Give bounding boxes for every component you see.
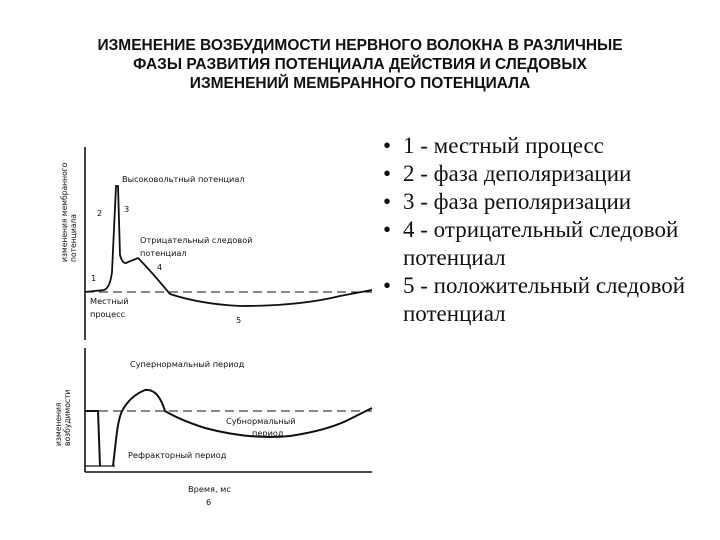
number-1-label: 1	[91, 273, 97, 283]
legend-list	[383, 132, 713, 328]
time-axis-label: Время, мс	[188, 484, 231, 494]
bullet-icon: •	[383, 133, 392, 158]
subnormal-period-label-2: период	[252, 428, 284, 438]
legend-item	[383, 216, 713, 272]
negative-trace-potential-label-2: потенциал	[140, 248, 187, 258]
title-line-3: ИЗМЕНЕНИЙ МЕМБРАННОГО ПОТЕНЦИАЛА	[189, 75, 531, 92]
time-axis-value: 6	[206, 497, 212, 507]
legend-item	[383, 132, 713, 160]
high-voltage-potential-label: Высоковольтный потенциал	[122, 174, 245, 184]
lower-axis-label-2: возбудимости	[63, 389, 72, 446]
bullet-icon: •	[383, 189, 392, 214]
refractory-period-label: Рефракторный период	[128, 450, 227, 460]
number-2-label: 2	[97, 208, 103, 218]
legend-item-text: 1 - местный процесс	[403, 133, 604, 158]
negative-trace-potential-label-1: Отрицательный следовой	[140, 235, 253, 245]
number-4-label: 4	[157, 262, 163, 272]
number-3-label: 3	[124, 204, 130, 214]
number-5-label: 5	[236, 315, 242, 325]
subnormal-period-label-1: Субнормальный	[226, 416, 296, 426]
legend-item	[383, 272, 713, 328]
title-line-2: ФАЗЫ РАЗВИТИЯ ПОТЕНЦИАЛА ДЕЙСТВИЯ И СЛЕДОВЫХ	[133, 56, 587, 73]
supernormal-period-label: Супернормальный период	[130, 359, 245, 369]
bullet-icon: •	[383, 161, 392, 186]
local-process-label-2: процесс	[90, 309, 126, 319]
lower-axis-label-1: изменения	[54, 402, 63, 446]
legend-item-text: 3 - фаза реполяризации	[403, 189, 632, 214]
title-line-1: ИЗМЕНЕНИЕ ВОЗБУДИМОСТИ НЕРВНОГО ВОЛОКНА В РАЗЛИЧНЫЕ	[97, 37, 623, 54]
legend-item	[383, 188, 713, 216]
upper-axis-label-2: потенциала	[69, 214, 78, 262]
upper-axis-label-1: изменения мембранного	[60, 162, 69, 262]
bullet-icon: •	[383, 217, 392, 242]
legend-item-text: 4 - отрицательный следовой потенциал	[403, 217, 679, 270]
legend-item	[383, 160, 713, 188]
legend-item-text: 2 - фаза деполяризации	[403, 161, 632, 186]
local-process-label-1: Местный	[90, 296, 129, 306]
legend-item-text: 5 - положительный следовой потенциал	[403, 273, 686, 326]
bullet-icon: •	[383, 273, 392, 298]
